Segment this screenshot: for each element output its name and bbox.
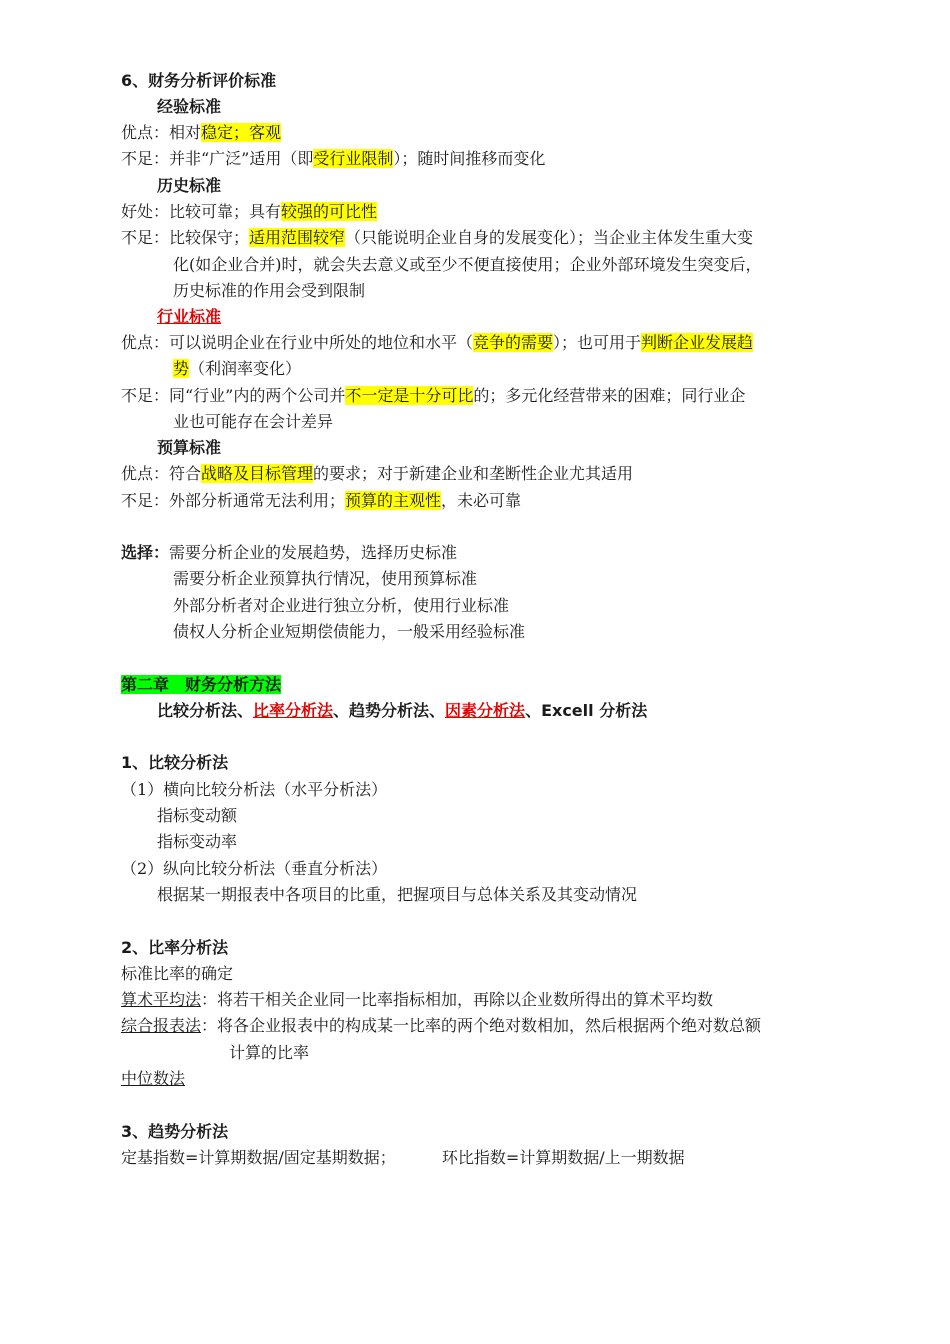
budget-disadvantage: 不足：外部分析通常无法利用；预算的主观性，未必可靠 [121,491,522,510]
industry-advantage-cont: 势（利润率变化） [173,359,302,378]
historical-heading: 历史标准 [157,176,222,195]
choice-line: 选择：需要分析企业的发展趋势，选择历史标准 [121,543,458,562]
ratio-intro: 标准比率的确定 [121,964,234,983]
chapter-2-title: 第二章 财务分析方法 [121,675,282,694]
empirical-disadvantage: 不足：并非“广泛”适用（即受行业限制）；随时间推移而变化 [121,149,546,168]
historical-advantage: 好处：比较可靠；具有较强的可比性 [121,202,378,221]
ratio-title: 2、比率分析法 [121,938,229,957]
comparison-title: 1、比较分析法 [121,753,229,772]
comparison-line: （2）纵向比较分析法（垂直分析法） [121,859,388,878]
comparison-line: 指标变动率 [157,832,238,851]
section-6-title: 6、财务分析评价标准 [121,71,277,90]
industry-heading: 行业标准 [157,307,222,326]
historical-disadvantage: 不足：比较保守；适用范围较窄（只能说明企业自身的发展变化）；当企业主体发生重大变 [121,228,754,247]
empirical-heading: 经验标准 [157,97,222,116]
industry-disadvantage-cont: 业也可能存在会计差异 [173,412,334,431]
choice-label: 选择： [121,543,170,562]
ratio-median: 中位数法 [121,1069,186,1088]
choice-line: 外部分析者对企业进行独立分析，使用行业标准 [173,596,510,615]
choice-line: 需要分析企业预算执行情况，使用预算标准 [173,569,478,588]
trend-formulas: 定基指数=计算期数据/固定基期数据； 环比指数=计算期数据/上一期数据 [121,1148,685,1167]
historical-disadvantage-cont: 化(如企业合并)时，就会失去意义或至少不便直接使用；企业外部环境发生突变后， [173,255,762,274]
choice-line: 债权人分析企业短期偿债能力，一般采用经验标准 [173,622,526,641]
comparison-line: 根据某一期报表中各项目的比重，把握项目与总体关系及其变动情况 [157,885,638,904]
ratio-combined-cont: 计算的比率 [229,1043,310,1062]
budget-heading: 预算标准 [157,438,222,457]
empirical-advantage: 优点：相对稳定；客观 [121,123,282,142]
industry-advantage: 优点：可以说明企业在行业中所处的地位和水平（竞争的需要）；也可用于判断企业发展趋 [121,333,754,352]
industry-disadvantage: 不足：同“行业”内的两个公司并不一定是十分可比的；多元化经营带来的困难；同行业企 [121,386,746,405]
historical-disadvantage-cont: 历史标准的作用会受到限制 [173,281,366,300]
chapter-2-methods: 比较分析法、比率分析法、趋势分析法、因素分析法、Excell 分析法 [157,701,648,720]
ratio-combined: 综合报表法：将各企业报表中的构成某一比率的两个绝对数相加，然后根据两个绝对数总额 [121,1016,762,1035]
ratio-mean: 算术平均法：将若干相关企业同一比率指标相加，再除以企业数所得出的算术平均数 [121,990,714,1009]
budget-advantage: 优点：符合战略及目标管理的要求；对于新建企业和垄断性企业尤其适用 [121,464,634,483]
comparison-line: （1）横向比较分析法（水平分析法） [121,780,388,799]
trend-title: 3、趋势分析法 [121,1122,229,1141]
comparison-line: 指标变动额 [157,806,238,825]
